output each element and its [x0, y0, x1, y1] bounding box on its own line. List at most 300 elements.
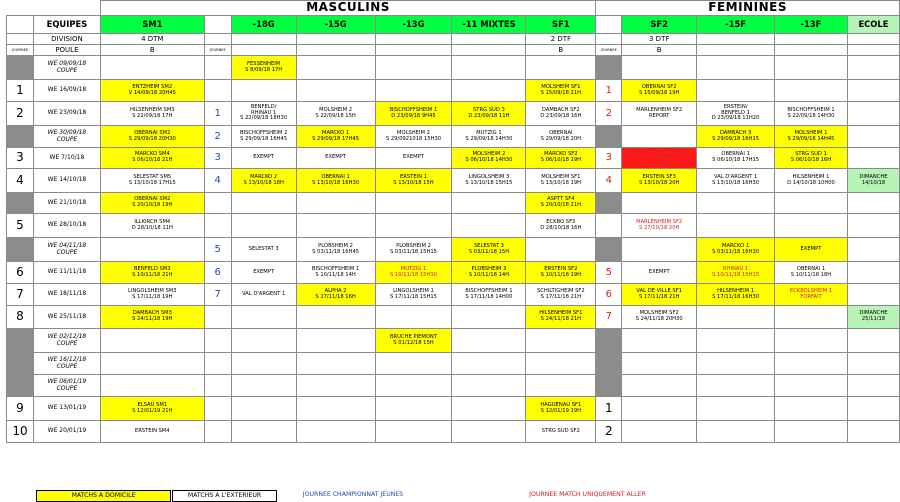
match-cell-sf2: [622, 80, 697, 102]
match-cell-sf1: [526, 397, 596, 421]
match-line: S 29/09/18 14H45: [787, 135, 835, 142]
match-line: S 10/11/18 15H30: [389, 271, 437, 278]
match-cell-ecole: [847, 306, 899, 329]
match-cell-m11: [452, 329, 526, 353]
match-line: BENFELD SM3: [134, 265, 171, 272]
match-cell-m15: [296, 375, 375, 397]
match-line: S 22/09/18 17H: [132, 112, 173, 119]
legend-single: JOURNEE MATCH UNIQUEMENT ALLER: [529, 491, 646, 498]
match-cell-f13: [775, 80, 848, 102]
match-line: BISCHOFFSHEIM 1: [389, 106, 438, 113]
match-line: MOLSHEIM 1: [794, 129, 828, 136]
match-cell-f15: [697, 169, 775, 193]
match-line: ECKBOLSHEIM 1: [789, 287, 833, 294]
match-line: S 29/0921018 15H30: [385, 135, 442, 142]
match-line: OBERNAI SF2: [641, 83, 677, 90]
match-line: VAL D'ARGENT 1: [713, 173, 758, 180]
match-cell-m11: [452, 169, 526, 193]
match-line: S 03/11/18 15H: [468, 248, 510, 255]
match-cell-m18: [231, 238, 296, 262]
match-cell-m11: [452, 56, 526, 80]
match-cell-m13: [375, 80, 452, 102]
row-number-cell: 7: [7, 284, 34, 306]
match-line: S 13/10/18 15H15: [465, 179, 513, 186]
match-line: HILSENHEIM SF1: [539, 310, 583, 317]
match-line: S 20/10/18 19H: [132, 202, 173, 208]
match-cell-sm1: [100, 169, 204, 193]
match-line: EXEMPT: [403, 154, 424, 161]
coupe-text: COUPE: [56, 135, 78, 143]
match-line: OBERNAI 1: [796, 265, 826, 272]
match-cell-ecole: [847, 214, 899, 238]
match-cell-f15: [697, 238, 775, 262]
match-line: LINGOLSHEIM 1: [393, 287, 434, 294]
cat-f13: -13F: [775, 16, 848, 34]
match-cell-ecole: [847, 397, 899, 421]
cat-m15: -15G: [296, 16, 375, 34]
cat-sf1: SF1: [526, 16, 596, 34]
match-cell-m13: [375, 238, 452, 262]
match-line: D 14/10/18 10H00: [787, 179, 835, 186]
match-cell-m15: [296, 193, 375, 214]
match-line: MOLSHEIM 2: [319, 106, 353, 113]
match-line: SELESTAT SM5: [133, 173, 172, 180]
match-line: HILSENHEIM 1: [717, 287, 755, 294]
match-cell-m11: [452, 148, 526, 169]
match-cell-m11: [452, 306, 526, 329]
match-cell-f13: [775, 193, 848, 214]
match-cell-sf2: [622, 262, 697, 284]
match-line: S 13/10/18 16H30: [712, 179, 760, 186]
match-cell-m13: [375, 397, 452, 421]
coupe-text: COUPE: [56, 248, 78, 256]
match-line: S 17/11/18 21H: [639, 293, 680, 300]
match-cell-sm1: [100, 375, 204, 397]
match-cell-m18: [231, 375, 296, 397]
match-line: S 17/11/18 16H: [315, 293, 356, 300]
match-line: S 15/09/18 21H: [540, 89, 582, 96]
match-cell-sm1: [100, 329, 204, 353]
row-number-cell: [7, 375, 34, 397]
match-line: SELESTAT 3: [473, 242, 504, 249]
date-cell: WE 7/10/18: [33, 148, 100, 169]
date-cell: [33, 375, 100, 397]
match-cell-f13: [775, 56, 848, 80]
match-line: RHINAU 1: [722, 265, 749, 272]
row-number-cell: [7, 56, 34, 80]
match-cell-f15: [697, 397, 775, 421]
match-cell-m11: [452, 353, 526, 375]
match-line: S 17/11/18 21H: [540, 293, 582, 300]
row-number-cell: [7, 238, 34, 262]
match-line: S 17/11/18 19H: [132, 293, 173, 300]
date-cell: [33, 56, 100, 80]
row-number-cell: 5: [7, 214, 34, 238]
match-cell-f13: [775, 284, 848, 306]
match-cell-sm1: [100, 126, 204, 148]
match-line: BENFELD 1: [721, 109, 750, 116]
match-cell-m13: [375, 148, 452, 169]
match-cell-sm1: [100, 102, 204, 126]
match-cell-m15: [296, 148, 375, 169]
match-cell-f13: [775, 169, 848, 193]
match-line: REPORT: [648, 112, 670, 119]
match-line: D 28/10/18 16H: [540, 224, 582, 231]
match-cell-sf1: [526, 214, 596, 238]
fem-journee-cell: [596, 56, 622, 80]
coupe-text: COUPE: [56, 384, 78, 392]
match-cell-m15: [296, 421, 375, 443]
match-cell-m13: [375, 193, 452, 214]
match-cell-sf2: [622, 126, 697, 148]
date-text: WE 09/09/18: [47, 59, 87, 67]
date-cell: WE 11/11/18: [33, 262, 100, 284]
match-line: SELESTAT 3: [248, 245, 279, 252]
match-line: S 24/11/18 20H30: [635, 316, 683, 322]
match-cell-f15: [697, 148, 775, 169]
match-line: LINGOLSHEIM 3: [468, 173, 510, 180]
match-cell-m18: [231, 284, 296, 306]
match-line: LINGOLSHEIM SM3: [128, 287, 177, 294]
match-cell-m11: [452, 375, 526, 397]
match-line: DIMANCHE: [859, 310, 888, 317]
match-line: BISCHOFFSHEIM 1: [465, 287, 513, 294]
cat-sf2: SF2: [622, 16, 697, 34]
match-cell-m13: [375, 126, 452, 148]
match-line: S 10/11/18 21H: [132, 271, 173, 278]
youth-journee-cell: [204, 421, 231, 443]
match-cell-sf1: [526, 193, 596, 214]
match-cell-m18: [231, 421, 296, 443]
match-cell-m18: [231, 214, 296, 238]
match-cell-m15: [296, 80, 375, 102]
match-cell-f15: [697, 56, 775, 80]
match-cell-sf2: [622, 375, 697, 397]
match-cell-ecole: [847, 329, 899, 353]
match-cell-f15: [697, 375, 775, 397]
match-line: ERSTEIN/: [723, 103, 748, 110]
cat-ecole: ECOLE: [847, 16, 899, 34]
match-line: 25/11/18: [861, 316, 886, 322]
match-line: S 17/11/18 16H30: [712, 293, 760, 300]
fem-journee-cell: 2: [596, 102, 622, 126]
match-cell-ecole: [847, 169, 899, 193]
match-cell-sm1: [100, 238, 204, 262]
match-line: OBERNAI SM2: [134, 196, 171, 203]
match-cell-m18: [231, 353, 296, 375]
match-cell-m18: [231, 262, 296, 284]
match-cell-sf1: [526, 284, 596, 306]
fem-journee-cell: 5: [596, 262, 622, 284]
match-cell-sf2: [622, 214, 697, 238]
match-line: S 12/01/19 21H: [132, 407, 173, 414]
match-line: S 10/11/18 14H: [468, 271, 510, 278]
youth-journee-cell: 4: [204, 169, 231, 193]
match-line: ERSTEIN 1: [399, 173, 427, 180]
schedule-row-2: [7, 102, 900, 126]
match-line: S 8/09/18 17H: [245, 66, 283, 73]
match-line: MARCKO SF2: [544, 151, 578, 158]
match-cell-f15: [697, 214, 775, 238]
date-cell: WE 25/11/18: [33, 306, 100, 329]
match-cell-sf1: [526, 238, 596, 262]
journee-label: JOURNEE: [7, 45, 34, 56]
youth-journee-cell: [204, 193, 231, 214]
journee-label-fem: JOURNEE: [596, 45, 622, 56]
poule-sm1: B: [100, 45, 204, 56]
match-line: S 15/09/18 19H: [639, 89, 680, 96]
match-cell-sf2: [622, 102, 697, 126]
cat-m13: -13G: [375, 16, 452, 34]
match-line: ERSTEIN SM4: [134, 427, 170, 434]
division-sf1: 2 DTF: [526, 34, 596, 45]
match-cell-f13: [775, 375, 848, 397]
match-cell-ecole: [847, 148, 899, 169]
row-number-cell: 9: [7, 397, 34, 421]
match-cell-sf2: [622, 148, 697, 169]
fem-journee-cell: 7: [596, 306, 622, 329]
match-line: BENFELD/: [250, 103, 277, 110]
fem-journee-cell: [596, 126, 622, 148]
match-cell-ecole: [847, 375, 899, 397]
match-line: S 10/11/18 14H: [315, 271, 356, 278]
youth-journee-cell: 3: [204, 148, 231, 169]
match-cell-m13: [375, 306, 452, 329]
match-cell-m15: [296, 214, 375, 238]
match-line: EXEMPT: [253, 154, 275, 161]
cat-f15: -15F: [697, 16, 775, 34]
match-cell-m13: [375, 169, 452, 193]
schedule-row-0: [7, 56, 900, 80]
match-line: D 23/09/18 11H20: [711, 115, 760, 122]
match-line: DAMBACH SM3: [132, 310, 172, 317]
youth-journee-cell: 6: [204, 262, 231, 284]
match-cell-f13: [775, 126, 848, 148]
schedule-row-14: [7, 375, 900, 397]
match-cell-sf1: [526, 421, 596, 443]
match-line: 14/10/18: [861, 179, 886, 186]
schedule-row-3: [7, 126, 900, 148]
match-cell-f15: [697, 126, 775, 148]
row-number-cell: 6: [7, 262, 34, 284]
match-cell-m15: [296, 306, 375, 329]
schedule-row-7: [7, 214, 900, 238]
youth-journee-cell: 5: [204, 238, 231, 262]
match-cell-m15: [296, 353, 375, 375]
match-line: OBERNAI: [549, 129, 573, 136]
match-cell-f15: [697, 102, 775, 126]
match-line: S 06/10/18 14H30: [465, 157, 513, 163]
match-line: V 14/09/18 20H45: [128, 89, 176, 96]
match-cell-f13: [775, 102, 848, 126]
match-cell-f15: [697, 353, 775, 375]
row-number-cell: 1: [7, 80, 34, 102]
date-cell: WE 13/01/19: [33, 397, 100, 421]
match-line: MARCKO 1: [722, 242, 750, 249]
match-line: S 13/10/18 19H: [540, 179, 582, 186]
date-cell: WE 28/10/18: [33, 214, 100, 238]
coupe-text: COUPE: [56, 362, 78, 370]
match-line: BISCHOFFSHEIM 1: [311, 265, 360, 272]
youth-journee-cell: [204, 56, 231, 80]
match-cell-m18: [231, 102, 296, 126]
match-line: S 06/10/18 19H: [540, 157, 582, 163]
schedule-row-9: [7, 262, 900, 284]
match-line: PLOBSHEIM 3: [471, 265, 507, 272]
poule-sf1: B: [526, 45, 596, 56]
match-line: OBERNAI SM2: [134, 129, 171, 136]
match-cell-m18: [231, 56, 296, 80]
cat-m18: -18G: [231, 16, 296, 34]
fem-journee-cell: [596, 353, 622, 375]
match-cell-m18: [231, 80, 296, 102]
match-line: HAGUENAU SF1: [540, 401, 582, 408]
match-line: S 06/10/18 17H15: [712, 157, 760, 163]
date-text: WE 30/09/18: [47, 128, 87, 136]
match-cell-m13: [375, 353, 452, 375]
match-line: STRG SUD 1: [795, 151, 827, 158]
match-cell-f15: [697, 284, 775, 306]
match-line: MOLSHEIM 2: [397, 129, 430, 136]
match-cell-sf1: [526, 126, 596, 148]
match-line: VAL DE VILLE SF1: [636, 287, 682, 294]
match-line: S 29/09/18 14H30: [465, 135, 513, 142]
match-line: OBERNAI 1: [721, 151, 750, 158]
match-cell-f15: [697, 262, 775, 284]
poule-sf2: B: [622, 45, 697, 56]
row-number-cell: [7, 329, 34, 353]
match-line: S 29/09/18 16H15: [712, 135, 760, 142]
match-cell-sf2: [622, 56, 697, 80]
match-cell-m13: [375, 421, 452, 443]
match-cell-f13: [775, 238, 848, 262]
match-line: S 12/01/19 19H: [540, 407, 582, 414]
fem-journee-cell: [596, 329, 622, 353]
match-line: S 06/10/18 16H: [790, 157, 832, 163]
match-cell-m13: [375, 56, 452, 80]
match-cell-f13: [775, 397, 848, 421]
match-cell-ecole: [847, 126, 899, 148]
match-line: S 22/09/18 15H: [315, 112, 356, 119]
match-line: ASPTT SF4: [547, 196, 575, 203]
match-line: S 13/10/18 18H: [243, 179, 284, 186]
match-cell-m15: [296, 169, 375, 193]
match-cell-m11: [452, 421, 526, 443]
date-cell: WE 18/11/18: [33, 284, 100, 306]
match-line: S 29/09/18 17H45: [312, 135, 360, 142]
fem-journee-cell: 1: [596, 80, 622, 102]
match-line: S 10/11/18 19H: [540, 271, 582, 278]
match-cell-m11: [452, 102, 526, 126]
match-cell-sf2: [622, 193, 697, 214]
match-line: ILLKIRCH SM4: [134, 218, 171, 225]
match-cell-m15: [296, 329, 375, 353]
match-line: ERSTEIN SF3: [642, 173, 676, 180]
match-cell-ecole: [847, 421, 899, 443]
match-line: MOLSHEIM 2: [472, 151, 506, 158]
match-line: VAL D'ARGENT 1: [242, 290, 286, 297]
match-cell-sf2: [622, 353, 697, 375]
fem-journee-cell: 3: [596, 148, 622, 169]
match-line: MARCKO SM4: [134, 151, 170, 158]
row-number-cell: 8: [7, 306, 34, 329]
match-line: S 27/10/18 20H: [639, 224, 680, 231]
match-cell-ecole: [847, 102, 899, 126]
youth-journee-cell: [204, 306, 231, 329]
row-number-cell: [7, 193, 34, 214]
match-line: ERSTEIN SF2: [544, 265, 578, 272]
match-line: D 23/09/18 11H: [468, 112, 510, 119]
match-cell-m15: [296, 238, 375, 262]
match-cell-m15: [296, 284, 375, 306]
match-line: MOLSHEIM SF1: [541, 173, 581, 180]
schedule-row-11: [7, 306, 900, 329]
match-line: S 06/10/18: [645, 154, 674, 161]
match-cell-m15: [296, 56, 375, 80]
match-cell-sf2: [622, 421, 697, 443]
schedule-row-12: [7, 329, 900, 353]
match-line: S 03/11/18 15H15: [389, 248, 437, 255]
youth-journee-cell: 7: [204, 284, 231, 306]
match-cell-sf1: [526, 375, 596, 397]
match-cell-sm1: [100, 56, 204, 80]
legend-home: MATCHS A DOMICILE: [36, 490, 171, 502]
match-cell-sf1: [526, 329, 596, 353]
match-cell-f15: [697, 80, 775, 102]
youth-journee-cell: [204, 397, 231, 421]
poule-label: POULE: [33, 45, 100, 56]
match-cell-m18: [231, 397, 296, 421]
match-line: PLOBSHEIM 2: [318, 242, 353, 249]
match-line: MARLENHEIM SF2: [636, 106, 683, 113]
match-line: ELSAU SM1: [137, 401, 168, 408]
schedule-row-4: [7, 148, 900, 169]
match-line: EXEMPT: [253, 268, 275, 275]
youth-journee-cell: 2: [204, 126, 231, 148]
match-line: RHINAU 1: [251, 109, 277, 116]
fem-journee-cell: [596, 214, 622, 238]
match-cell-sm1: [100, 193, 204, 214]
match-cell-sf2: [622, 284, 697, 306]
match-cell-sf2: [622, 306, 697, 329]
match-line: DAMBACH 3: [719, 129, 752, 136]
date-cell: [33, 126, 100, 148]
match-cell-m18: [231, 329, 296, 353]
match-cell-sf1: [526, 169, 596, 193]
match-line: S 13/10/18 20H: [639, 179, 680, 186]
match-cell-m15: [296, 397, 375, 421]
match-line: S 24/11/18 19H: [132, 316, 173, 322]
match-cell-m11: [452, 238, 526, 262]
fem-journee-cell: 1: [596, 397, 622, 421]
fem-journee-cell: [596, 238, 622, 262]
schedule-row-15: [7, 397, 900, 421]
match-line: S 06/10/18 21H: [132, 157, 173, 163]
match-cell-m11: [452, 80, 526, 102]
fem-journee-cell: 6: [596, 284, 622, 306]
match-line: EXEMPT: [800, 245, 822, 252]
date-cell: [33, 329, 100, 353]
coupe-text: COUPE: [56, 339, 78, 347]
row-number-cell: 4: [7, 169, 34, 193]
match-cell-m13: [375, 214, 452, 238]
match-line: MARCKO 1: [322, 129, 350, 136]
row-number-cell: 3: [7, 148, 34, 169]
match-cell-sm1: [100, 306, 204, 329]
match-line: FORFAIT: [648, 159, 670, 166]
schedule-row-8: [7, 238, 900, 262]
match-cell-m13: [375, 284, 452, 306]
